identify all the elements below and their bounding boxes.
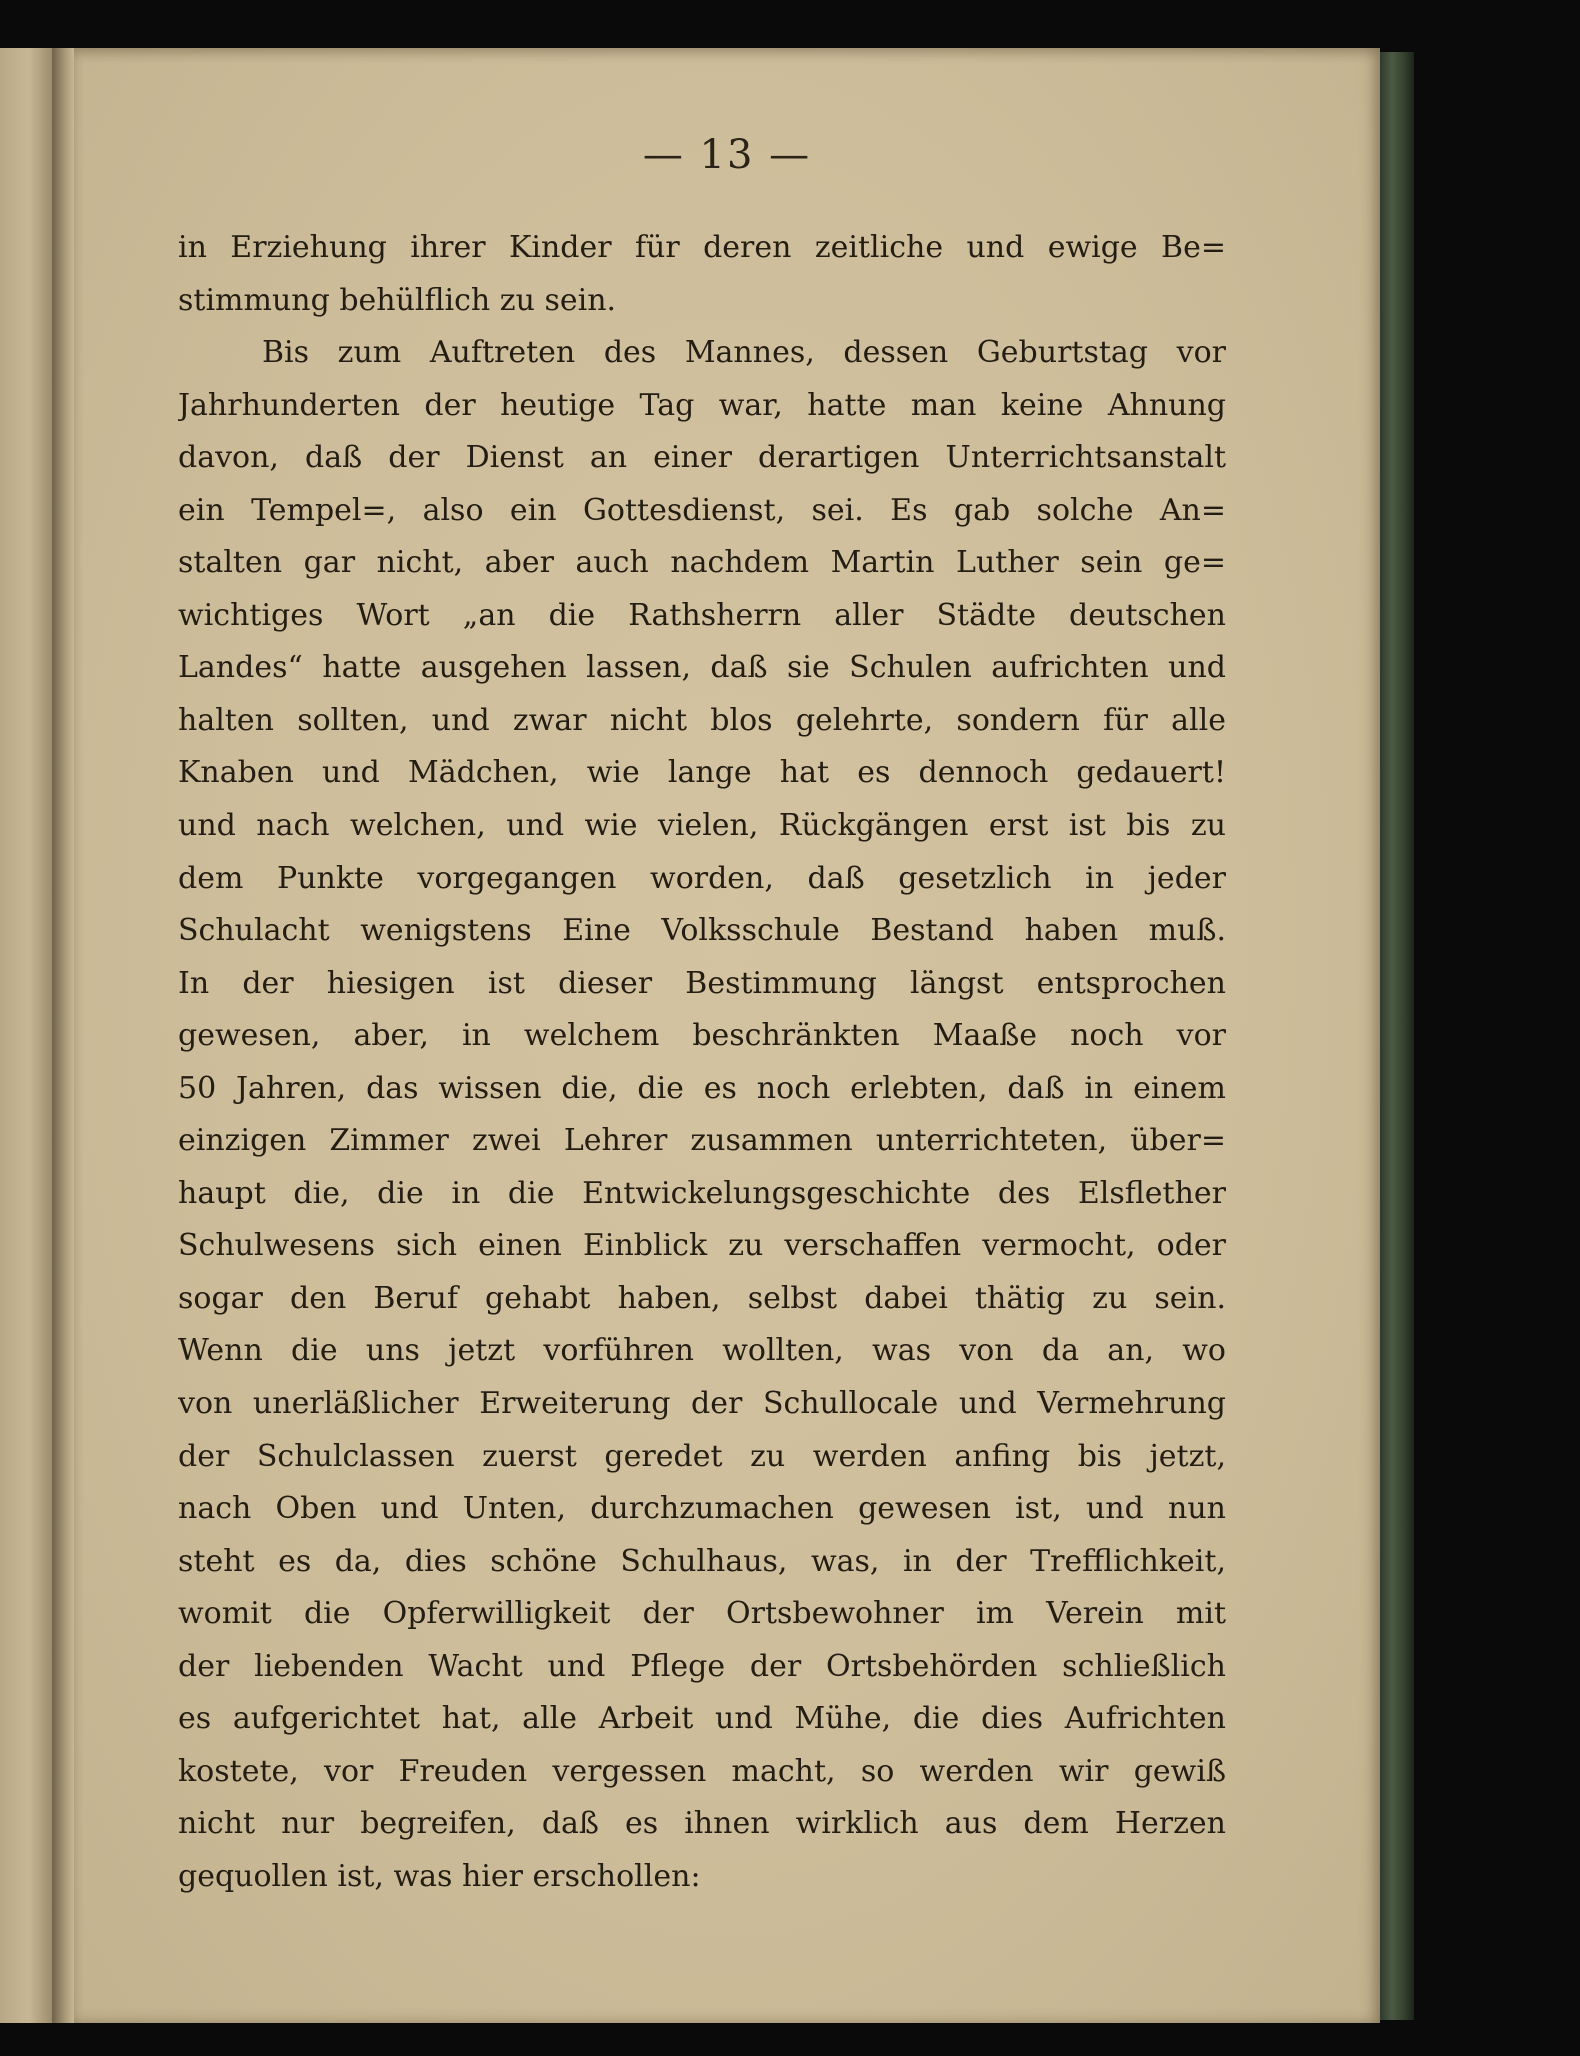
text-line: kostete, vor Freuden vergessen macht, so werden wir gewiß — [178, 1753, 1226, 1789]
text-line: halten sollten, und zwar nicht blos gelehrte, sondern für alle — [178, 702, 1226, 738]
text-line: Schulwesens sich einen Einblick zu verschaffen vermocht, oder — [178, 1228, 1226, 1264]
text-line: einzigen Zimmer zwei Lehrer zusammen unterrichteten, über= — [178, 1123, 1226, 1159]
text-line: 50 Jahren, das wissen die, die es noch erlebten, daß in einem — [178, 1070, 1226, 1106]
book-binding-edge — [1380, 52, 1414, 2020]
previous-page-edge — [0, 48, 52, 2023]
text-line: ein Tempel=, also ein Gottesdienst, sei. Es gab solche An= — [178, 492, 1226, 528]
text-line: Bis zum Auftreten des Mannes, dessen Geburtstag vor — [262, 335, 1226, 371]
text-line: Jahrhunderten der heutige Tag war, hatte man keine Ahnung — [178, 387, 1226, 423]
text-line: womit die Opferwilligkeit der Ortsbewohner im Verein mit — [178, 1596, 1226, 1632]
text-line: haupt die, die in die Entwickelungsgeschichte des Elsflether — [178, 1175, 1226, 1211]
text-line: nach Oben und Unten, durchzumachen gewesen ist, und nun — [178, 1491, 1226, 1527]
page-gutter — [52, 48, 74, 2023]
text-line: steht es da, dies schöne Schulhaus, was, in der Trefflichkeit, — [178, 1543, 1226, 1579]
text-line: Wenn die uns jetzt vorführen wollten, was von da an, wo — [178, 1333, 1226, 1369]
text-line: in Erziehung ihrer Kinder für deren zeitliche und ewige Be= — [178, 230, 1226, 265]
text-line: von unerläßlicher Erweiterung der Schullocale und Vermehrung — [178, 1386, 1226, 1422]
text-line: In der hiesigen ist dieser Bestimmung längst entsprochen — [178, 965, 1226, 1001]
text-line: stalten gar nicht, aber auch nachdem Martin Luther sein ge= — [178, 545, 1226, 581]
page-number: — 13 — — [642, 132, 812, 178]
text-line: davon, daß der Dienst an einer derartigen Unterrichtsanstalt — [178, 440, 1226, 476]
text-line: stimmung behülflich zu sein. — [178, 282, 617, 318]
text-line: der Schulclassen zuerst geredet zu werden anfing bis jetzt, — [178, 1438, 1226, 1474]
body-text — [178, 222, 1226, 1904]
text-line: Landes“ hatte ausgehen lassen, daß sie Schulen aufrichten und — [178, 650, 1226, 686]
text-line: nicht nur begreifen, daß es ihnen wirklich aus dem Herzen — [178, 1806, 1226, 1842]
text-line: der liebenden Wacht und Pflege der Ortsbehörden schließlich — [178, 1648, 1226, 1684]
text-line: gequollen ist, was hier erschollen: — [178, 1858, 701, 1894]
text-line: Knaben und Mädchen, wie lange hat es dennoch gedauert! — [178, 755, 1226, 791]
text-line: wichtiges Wort „an die Rathsherrn aller Städte deutschen — [178, 597, 1226, 633]
text-line: dem Punkte vorgegangen worden, daß gesetzlich in jeder — [178, 860, 1226, 896]
text-line: gewesen, aber, in welchem beschränkten Maaße noch vor — [178, 1018, 1226, 1054]
text-line: Schulacht wenigstens Eine Volksschule Bestand haben muß. — [178, 913, 1226, 949]
text-line: es aufgerichtet hat, alle Arbeit und Mühe, die dies Aufrichten — [178, 1701, 1226, 1737]
text-line: und nach welchen, und wie vielen, Rückgängen erst ist bis zu — [178, 808, 1226, 844]
text-line: sogar den Beruf gehabt haben, selbst dabei thätig zu sein. — [178, 1280, 1226, 1316]
